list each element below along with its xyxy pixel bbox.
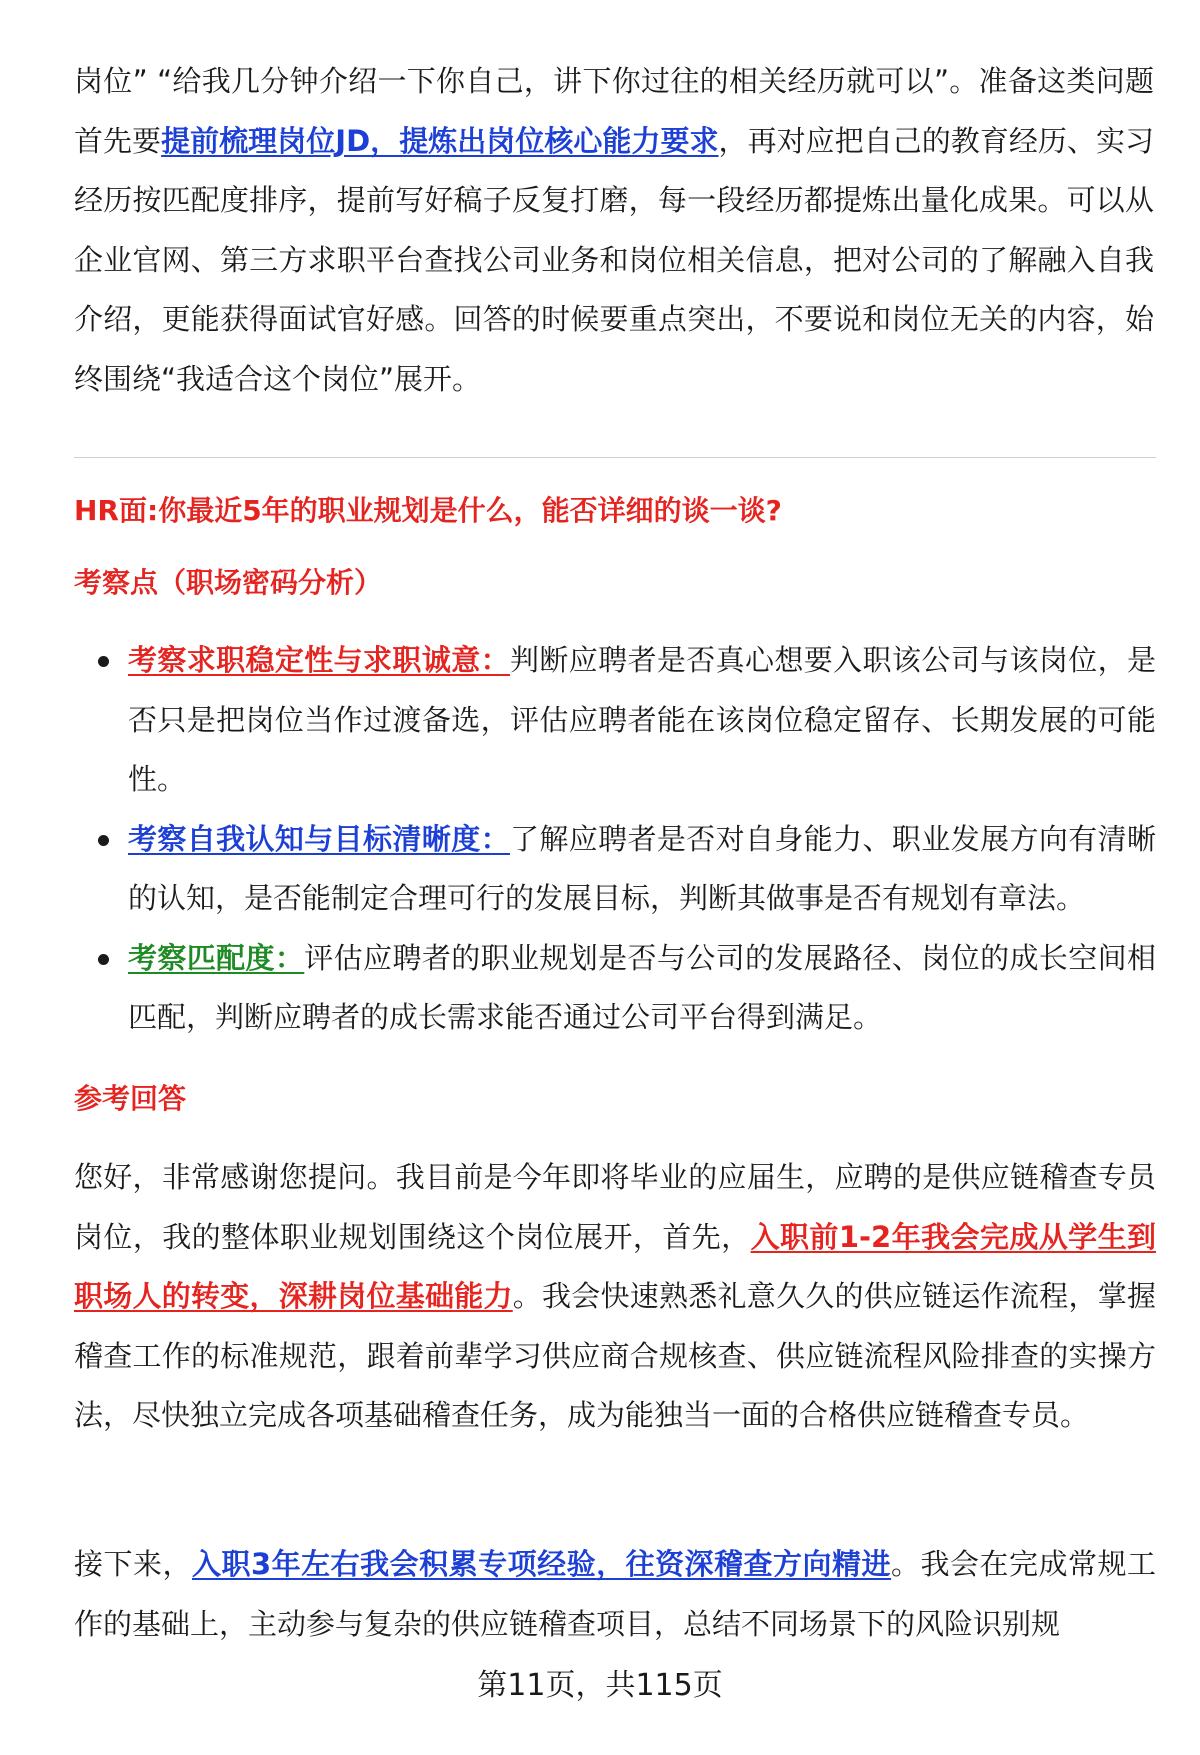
intro-text-after: ，再对应把自己的教育经历、实习经历按匹配度排序，提前写好稿子反复打磨，每一段经历都提炼出量化成果。可以从企业官网、第三方求职平台查找公司业务和岗位相关信息，把对公司的了解融入自我介绍，更能获得面试官好感。回答的时候要重点突出，不要说和岗位无关的内容，始终围绕“我适合这个岗位”展开。 (74, 123, 1154, 396)
focus-point-item (74, 810, 1156, 929)
focus-point-item (74, 631, 1156, 810)
focus-heading: 考察点（职场密码分析） (74, 566, 383, 599)
answer2-text-after: 。我会在完成常规工作的基础上，主动参与复杂的供应链稽查项目，总结不同场景下的风险识别规 (74, 1547, 1156, 1641)
intro-text-before: 岗位” “给我几分钟介绍一下你自己，讲下你过往的相关经历就可以”。准备这类问题首先要 (74, 64, 1154, 158)
bullet-dot-icon (98, 954, 109, 965)
section-divider (74, 457, 1156, 458)
focus-point-keyword: 考察求职稳定性与求职诚意： (128, 643, 510, 677)
intro-highlight: 提前梳理岗位JD，提炼出岗位核心能力要求 (161, 123, 719, 158)
intro-paragraph-block (74, 52, 1154, 409)
intro-paragraph (74, 52, 1154, 409)
focus-point-text: 评估应聘者的职业规划是否与公司的发展路径、岗位的成长空间相匹配，判断应聘者的成长需求能否通过公司平台得到满足。 (128, 940, 1156, 1034)
focus-point-keyword: 考察匹配度： (128, 940, 305, 975)
answer-heading: 参考回答 (74, 1082, 187, 1115)
focus-point-text: 判断应聘者是否真心想要入职该公司与该岗位，是否只是把岗位当作过渡备选，评估应聘者能在该岗位稳定留存、长期发展的可能性。 (128, 643, 1156, 796)
focus-point-keyword: 考察自我认知与目标清晰度： (128, 821, 510, 856)
page-number-footer: 第11页，共115页 (477, 1668, 723, 1703)
answer1-text-after: 。我会快速熟悉礼意久久的供应链运作流程，掌握稽查工作的标准规范，跟着前辈学习供应商合规核查、供应链流程风险排查的实操方法，尽快独立完成各项基础稽查任务，成为能独当一面的合格供应链稽查专员。 (74, 1279, 1156, 1432)
focus-point-text: 了解应聘者是否对自身能力、职业发展方向有清晰的认知，是否能制定合理可行的发展目标，判断其做事是否有规划有章法。 (128, 821, 1156, 915)
question-heading: HR面:你最近5年的职业规划是什么，能否详细的谈一谈? (74, 494, 782, 527)
answer-paragraph-1 (74, 1148, 1156, 1446)
focus-points-list (74, 631, 1156, 1048)
answer2-text-before: 接下来， (74, 1547, 192, 1581)
answer1-highlight: 入职前1-2年我会完成从学生到职场人的转变，深耕岗位基础能力 (74, 1219, 1156, 1313)
answer-paragraph-2 (74, 1535, 1156, 1654)
answer2-highlight: 入职3年左右我会积累专项经验，往资深稽查方向精进 (191, 1547, 892, 1581)
bullet-dot-icon (98, 656, 109, 667)
answer1-text-before: 您好，非常感谢您提问。我目前是今年即将毕业的应届生，应聘的是供应链稽查专员岗位，我的整体职业规划围绕这个岗位展开，首先， (74, 1160, 1156, 1254)
focus-point-item (74, 929, 1156, 1048)
bullet-dot-icon (98, 835, 109, 846)
